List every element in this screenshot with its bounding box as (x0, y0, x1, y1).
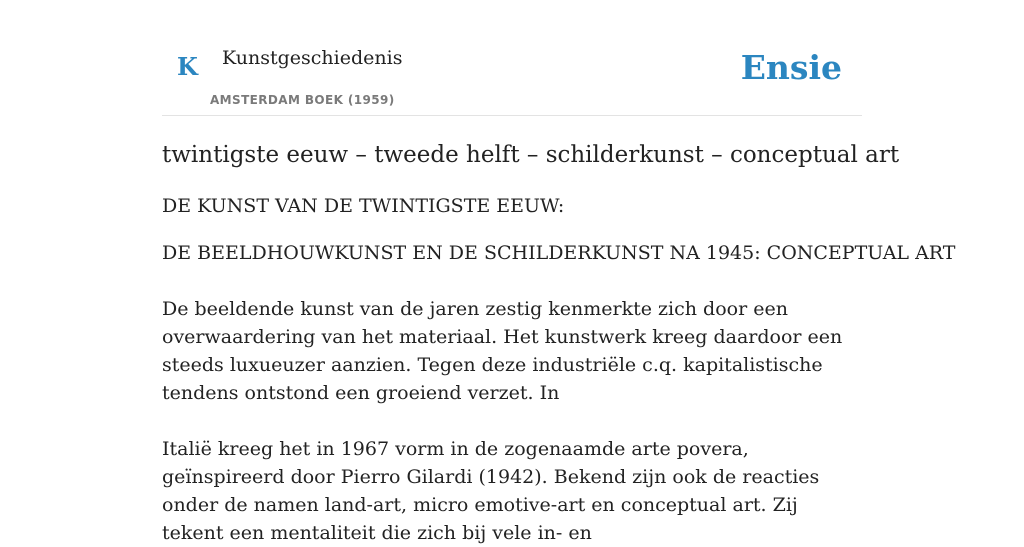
breadcrumb: twintigste eeuw – tweede helft – schilderkunst – conceptual art (162, 142, 900, 168)
brand-logo[interactable]: Ensie (740, 48, 842, 87)
article-paragraph: De beeldende kunst van de jaren zestig kenmerkte zich door een overwaardering van het materiaal. Het kunstwerk kreeg daardoor een steeds luxueuzer aanzien. Tegen deze industriële c.q. kapitalistische tendens ontstond een groeiend verzet. In (162, 298, 843, 404)
article-subheading: DE BEELDHOUWKUNST EN DE SCHILDERKUNST NA 1945: CONCEPTUAL ART (162, 242, 956, 264)
article (162, 138, 956, 547)
category-title[interactable]: Kunstgeschiedenis (222, 47, 403, 69)
source-label: AMSTERDAM BOEK (1959) (210, 93, 395, 107)
article-heading: DE KUNST VAN DE TWINTIGSTE EEUW: (162, 195, 565, 217)
header (162, 28, 862, 116)
category-logo-icon[interactable]: K (177, 52, 198, 81)
article-paragraph: Italië kreeg het in 1967 vorm in de zogenaamde arte povera, geïnspireerd door Pierro Gilardi (1942). Bekend zijn ook de reacties onder de namen land-art, micro emotive-art en conceptual art. Zij tekent een mentaliteit die zich bij vele in- en (162, 438, 820, 544)
